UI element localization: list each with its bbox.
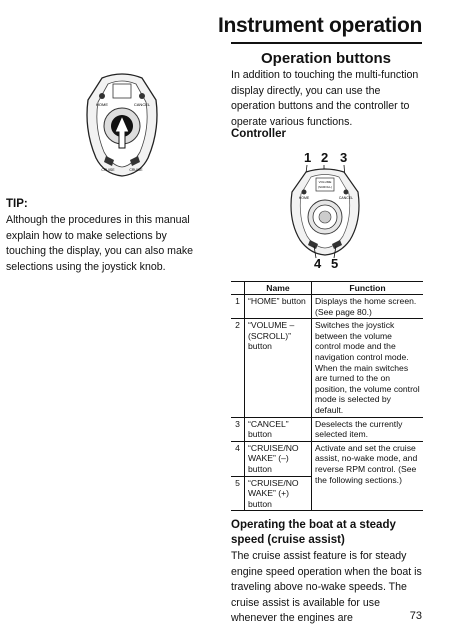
tip-heading: TIP: — [6, 198, 28, 210]
row-function: Deselects the currently selected item. — [312, 417, 424, 441]
intro-paragraph: In addition to touching the multi-function display directly, you can use the operation buttons and the controller to operate various functions. — [231, 69, 419, 128]
svg-text:CANCEL: CANCEL — [133, 102, 151, 107]
svg-text:(SCROLL): (SCROLL) — [317, 185, 333, 189]
row-name: “CRUISE/NO WAKE” (–) button — [245, 441, 312, 476]
header-rule — [231, 42, 422, 44]
section-title: Operation buttons — [261, 50, 391, 67]
row-number: 5 — [231, 476, 245, 511]
row-name: “CRUISE/NO WAKE” (+) button — [245, 476, 312, 511]
row-function: Activate and set the cruise assist, no-wake mode, and reverse RPM control. (See the following sections.) — [312, 441, 424, 511]
page-header-title: Instrument operation — [217, 14, 422, 37]
row-function: Switches the joystick between the volume control mode and the navigation control mode. When the main switches are turned to the on position, the volume control mode is selected by default. — [312, 319, 424, 417]
controller-joystick-illustration — [82, 70, 162, 180]
page-number: 73 — [409, 610, 422, 622]
callout-3: 3 — [340, 150, 348, 165]
buttons-table — [231, 281, 423, 511]
table-row — [231, 441, 423, 476]
controller-diagram — [280, 162, 370, 260]
row-name: “CANCEL” button — [245, 417, 312, 441]
tip-body: Although the procedures in this manual explain how to make selections by touching the display, you can also make selections using the joystick knob. — [6, 214, 194, 273]
callout-4: 4 — [314, 256, 322, 271]
row-name: “HOME” button — [245, 295, 312, 319]
row-function: Displays the home screen. (See page 80.) — [312, 295, 424, 319]
svg-text:HOME: HOME — [298, 196, 310, 200]
table-header-name: Name — [245, 282, 312, 295]
svg-text:CANCEL: CANCEL — [338, 196, 354, 200]
row-number: 4 — [231, 441, 245, 476]
svg-text:VOLUME: VOLUME — [318, 180, 332, 184]
row-number: 1 — [231, 295, 245, 319]
callout-1: 1 — [304, 150, 312, 165]
table-row — [231, 319, 423, 417]
steady-speed-heading: Operating the boat at a steady speed (cruise assist) — [231, 519, 396, 546]
callout-2: 2 — [321, 150, 329, 165]
steady-speed-body: The cruise assist feature is for steady engine speed operation when the boat is traveling above no-wake speeds. The cruise assist is available for use whenever the engines are — [231, 550, 422, 624]
table-header-function: Function — [312, 282, 424, 295]
row-name: “VOLUME – (SCROLL)” button — [245, 319, 312, 417]
row-number: 2 — [231, 319, 245, 417]
row-number: 3 — [231, 417, 245, 441]
svg-text:CRUISE: CRUISE — [101, 168, 115, 172]
table-row — [231, 417, 423, 441]
table-row — [231, 295, 423, 319]
table-header-blank — [231, 282, 245, 295]
controller-subtitle: Controller — [231, 128, 286, 140]
callout-5: 5 — [331, 256, 339, 271]
svg-text:HOME: HOME — [96, 102, 108, 107]
svg-text:CRUISE: CRUISE — [129, 168, 143, 172]
